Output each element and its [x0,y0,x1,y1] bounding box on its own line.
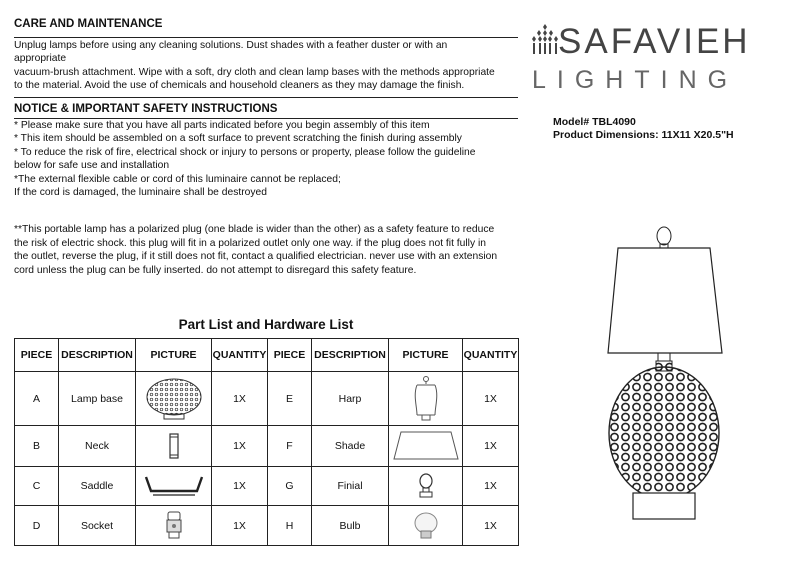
lamp-base-icon [144,377,204,421]
header-piece: PIECE [268,339,312,372]
description-cell: Shade [312,426,389,467]
picture-cell [389,426,463,467]
product-info [553,116,734,142]
quantity-cell: 1X [463,372,519,426]
plug-line: cord unless the plug can be fully inserted. do not attempt to disregard this safety feature. [14,264,417,276]
description-cell: Lamp base [59,372,136,426]
plug-line: the outlet, reverse the plug, if it still does not fit, contact a qualified electrician. never use with an extension [14,251,498,263]
care-divider [14,37,518,38]
header-quantity: QUANTITY [212,339,268,372]
description-cell: Bulb [312,506,389,546]
description-cell: Saddle [59,467,136,506]
saddle-icon [143,473,205,499]
picture-cell [136,506,212,546]
shade-icon [391,429,461,463]
finial-icon [417,472,435,500]
quantity-cell: 1X [212,426,268,467]
quantity-cell: 1X [212,372,268,426]
care-title: CARE AND MAINTENANCE [14,18,163,30]
picture-cell [136,467,212,506]
piece-cell: H [268,506,312,546]
header-picture: PICTURE [136,339,212,372]
lamp-illustration [598,222,748,522]
plug-line: **This portable lamp has a polarized plug (one blade is wider than the other) as a safety feature to reduce [14,224,495,235]
table-row [15,467,519,506]
picture-cell [136,372,212,426]
piece-cell: C [15,467,59,506]
piece-cell: B [15,426,59,467]
description-cell: Neck [59,426,136,467]
picture-cell [389,506,463,546]
piece-cell: E [268,372,312,426]
parts-table-title: Part List and Hardware List [178,317,354,332]
safety-title: NOTICE & IMPORTANT SAFETY INSTRUCTIONS [14,103,278,115]
safety-line: If the cord is damaged, the luminaire shall be destroyed [14,187,267,199]
piece-cell: G [268,467,312,506]
piece-cell: D [15,506,59,546]
care-text [14,39,519,93]
header-piece: PIECE [15,339,59,372]
bulb-icon [411,511,441,541]
quantity-cell: 1X [463,467,519,506]
picture-cell [389,372,463,426]
safety-line: * To reduce the risk of fire, electrical shock or injury to persons or property, please follow the guideline [14,146,476,158]
plug-notice [14,223,519,277]
care-line: to the material. Avoid the use of chemicals and household cleaners as they may damage the finish. [14,80,465,92]
safety-divider-top [14,97,518,98]
table-row [15,372,519,426]
header-description: DESCRIPTION [312,339,389,372]
care-line: vacuum-brush attachment. Wipe with a soft, dry cloth and clean lamp bases with the methods appropriate [14,66,495,78]
quantity-cell: 1X [212,467,268,506]
description-cell: Finial [312,467,389,506]
safety-line: below for safe use and installation [14,160,170,172]
care-line: Unplug lamps before using any cleaning solutions. Dust shades with a feather duster or with an [14,40,448,51]
quantity-cell: 1X [463,506,519,546]
safety-line: * This item should be assembled on a soft surface to prevent scratching the finish during assembly [14,133,462,145]
table-row [15,426,519,467]
safety-text [14,119,519,199]
brand-name: SAFAVIEH [558,22,751,61]
header-picture: PICTURE [389,339,463,372]
quantity-cell: 1X [212,506,268,546]
safety-line: * Please make sure that you have all parts indicated before you begin assembly of this item [14,120,430,131]
neck-icon [167,432,181,460]
socket-icon [163,510,185,542]
header-description: DESCRIPTION [59,339,136,372]
piece-cell: F [268,426,312,467]
care-line: appropriate [14,53,67,65]
picture-cell [136,426,212,467]
quantity-cell: 1X [463,426,519,467]
description-cell: Socket [59,506,136,546]
picture-cell [389,467,463,506]
model-number: Model# TBL4090 [553,116,636,128]
table-header-row [15,339,519,372]
product-dimensions: Product Dimensions: 11X11 X20.5"H [553,129,734,141]
header-quantity: QUANTITY [463,339,519,372]
piece-cell: A [15,372,59,426]
brand-subtitle: LIGHTING [532,66,739,94]
safety-line: *The external flexible cable or cord of this luminaire cannot be replaced; [14,173,341,185]
plug-line: the risk of electric shock. this plug will fit in a polarized outlet only one way. if the plug does not fit fully in [14,237,486,249]
harp-icon [411,375,441,423]
description-cell: Harp [312,372,389,426]
brand-logo-mark [530,22,560,56]
parts-table [14,338,519,546]
table-row [15,506,519,546]
